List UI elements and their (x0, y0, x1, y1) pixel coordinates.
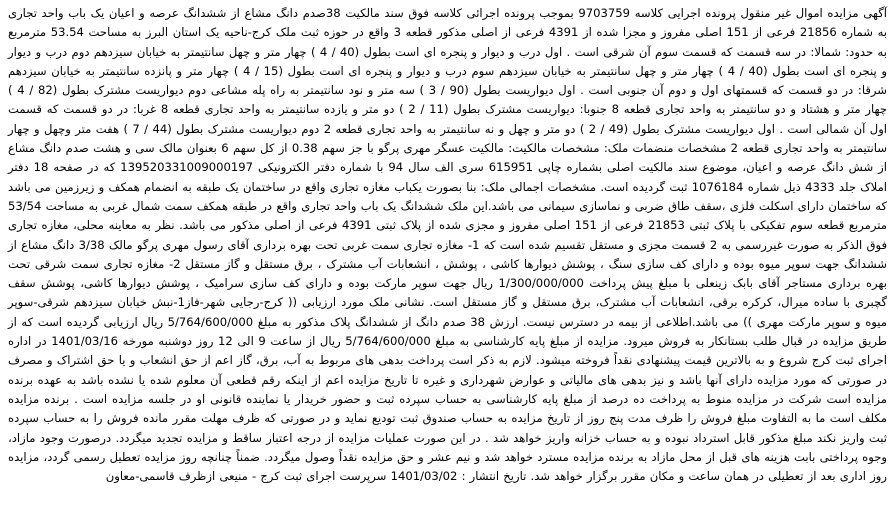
auction-notice-text: آگهی مزایده اموال غیر منقول پرونده اجرایی کلاسه 9703759 بموجب پرونده اجرائی کلاسه فوق سند مالکیت 38صدم دانگ مشاع از ششدانگ عرصه و اعیان یک باب واحد تجاری به شماره 21856 فرعی از 151 اصلی مفروز و مجزا شده از 4391 فرعی از اصلی مذکور قطعه 3 واقع در حوزه ثبت ملک کرج-ناحیه یک استان البرز به مساحت 53.54 مترمربع به حدود: شمالا: در سه قسمت که قسمت سوم آن شرقی است . اول درب و دیوار و پنجره ای است بطول (40 / 4 ) چهار متر و چهل سانتیمتر به خیابان سیزدهم دوم درب و دیوار و پنجره ای است بطول (40 / 4 ) چهار متر و چهل سانتیمتر به خیابان سیزدهم سوم درب و دیوار و پنجره ای است بطول (15 / 4 ) چهار متر و پانزده سانتیمتر به خیابان سیزدهم شرقا: در دو قسمت که قسمتهای اول و دوم آن جنوبی است . اول دیواریست بطول (90 / 3 ) سه متر و نود سانتیمتر به راه پله مشاعی دوم دیواریست مشترک بطول (82 / 4 ) چهار متر و هشتاد و دو سانتیمتر به واحد تجاری قطعه 8 جنوبا: دیواریست مشترک بطول (11 / 2 ) دو متر و یازده سانتیمتر به واحد تجاری قطعه 8 غربا: در دو قسمت که قسمت اول آن شمالی است . اول دیواریست مشترک بطول (49 / 2 ) دو متر و چهل و نه سانتیمتر به واحد تجاری قطعه 2 دوم دیواریست مشترک بطول (44 / 7 ) هفت متر وچهل و چهار سانتیمتر به واحد تجاری قطعه 2 مشخصات منضمات ملک: مشخصات مالکیت: مالکیت عسگر مهری پرگو با جز سهم 0.38 از کل سهم 6 بعنوان مالک سی و هشت صدم دانگ مشاع از شش دانگ عرصه و اعیان، موضوع سند مالکیت اصلی بشماره چاپی 615951 سری الف سال 94 با شماره دفتر الکترونیکی 139520331009000197 که در صفحه 18 دفتر املاک جلد 4333 ذیل شماره 1076184 ثبت گردیده است. مشخصات اجمالی ملک: بنا بصورت یکباب مغازه تجاری واقع در ساختمان یک طبقه به انضمام همکف و زیرزمین می باشد که ساختمان دارای اسکلت فلزی ،سقف طاق ضربی و نماسازی سیمانی می باشد.این ملک ششدانگ یک باب واحد تجاری واقع در طبقه همکف سمت شمال غربی به مساحت 53/54 مترمربع قطعه سوم تفکیکی با پلاک ثبتی 21853 فرعی از 151 اصلی مفروز و مجزی شده از پلاک ثبتی 4391 فرعی از اصلی مذکور می باشد. نظر به معاینه محلی، مغازه تجاری فوق الذکر به صورت غیررسمی به 2 قسمت مجزی و مستقل تقسیم شده است که 1- مغازه تجاری سمت غربی تحت بهره برداری آقای رسول مهری پرگو مالک 3/38 دانگ مشاع از ششدانگ جهت سوپر میوه بوده و دارای کف سازی سنگ ، پوشش دیوارها کاشی ، پوشش ، انشعابات آب مشترک ، برق مستقل و گاز مستقل 2- مغازه تجاری سمت شرقی تحت بهره برداری مستاجر آقای بابک زینعلی با مبلغ پیش پرداخت 1/300/000/000 ریال جهت سوپر مارکت بوده و دارای کف سازی سرامیک ، پوشش دیوارها کاشی، پوشش سقف گچبری با ساده میرال، کرکره برقی، انشعابات آب مشترک، برق مستقل و گاز مستقل است. نشانی ملک مورد ارزیابی (( کرج-رجایی شهر-فاز1-نبش خیابان سیزدهم شرقی-سوپر میوه و سوپر مارکت مهری )) می باشد.اطلاعی از بیمه در دسترس نیست. ارزش 38 صدم دانگ از ششدانگ پلاک مذکور به مبلغ 5/764/600/000 ریال ارزیابی گردیده است که از طریق مزایده در قبال طلب بستانکار به فروش میرود. مزایده از مبلغ پایه کارشناسی به مبلغ 5/764/600/000 ریال از ساعت 9 الی 12 روز دوشنبه مورخه 1401/03/16 در اداره اجرای ثبت کرج شروع و به بالاترین قیمت پیشنهادی نقداً فروخته میشود. لازم به ذکر است پرداخت بدهی های مربوط به آب، برق، گاز اعم از حق انشعاب و یا حق اشتراک و مصرف در صورتی که مورد مزایده دارای آنها باشد و نیز بدهی های مالیاتی و عوارض شهرداری و غیره تا تاریخ مزایده اعم از اینکه رقم قطعی آن معلوم شده یا نشده باشد به عهده برنده مزایده است شرکت در مزایده منوط به پرداخت ده درصد از مبلغ پایه کارشناسی به حساب سپرده ثبت و حضور خریدار یا نماینده قانونی او در جلسه مزایده است . برنده مزایده مکلف است ما به التفاوت مبلغ فروش را ظرف مدت پنج روز از تاریخ مزایده به حساب صندوق ثبت تودیع نماید و در صورتی که ظرف مهلت مقرر مانده فروش را به حساب سپرده ثبت واریز نکند مبلغ مذکور قابل استرداد نبوده و به حساب خزانه واریز خواهد شد . در این صورت عملیات مزایده از درجه اعتبار ساقط و مزایده تجدید میگردد. درصورت وجود مازاد، وجوه پرداختی بابت هزینه های قبل از محل مازاد به برنده مزایده مسترد خواهد شد و نیم عشر و حق مزایده نقداً وصول میگردد. ضمناً چنانچه روز مزایده تعطیل رسمی گردد، مزایده روز اداری بعد از تعطیلی در همان ساعت و مکان مقرر برگزار خواهد شد. تاریخ انتشار : 1401/03/02 سرپرست اجرای ثبت کرج - منیعی ازظرف قاسمی-معاون (8, 6, 888, 484)
